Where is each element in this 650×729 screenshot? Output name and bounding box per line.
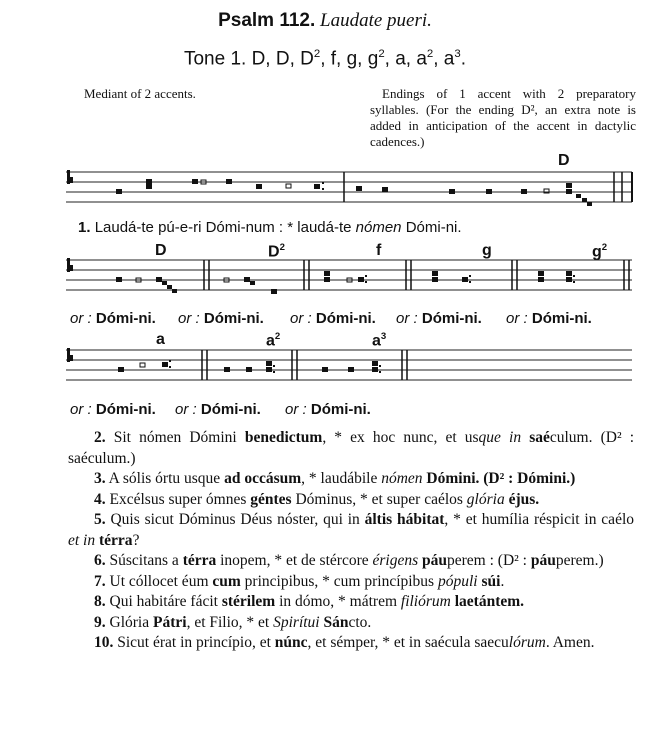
label-letter: D xyxy=(268,243,280,261)
verse-text: Quis sicut Dóminus Déus nóster, qui in xyxy=(110,511,365,528)
lyric-line-2e xyxy=(506,310,592,327)
ending-text: Dómi-ni. xyxy=(200,401,261,418)
verse-text: , * ex hoc nunc, et us xyxy=(322,429,479,446)
label-sup: 2 xyxy=(274,331,281,342)
psalm-title xyxy=(0,10,650,32)
verse-text: Sicut érat in princípio, et xyxy=(117,634,275,651)
lyric-text: Dómi-ni. xyxy=(405,219,462,236)
verse-text: Sit nómen Dómini xyxy=(113,429,245,446)
verse-italic: nómen xyxy=(381,470,423,487)
chant-staff-3 xyxy=(66,346,636,396)
verse-accent: Sán xyxy=(323,613,349,631)
verse-text: Qui habitáre fácit xyxy=(109,593,222,610)
verse-number: 7. xyxy=(94,572,106,590)
label-sup: 2 xyxy=(601,242,608,253)
verse-text: inopem, * et de stércore xyxy=(216,552,373,569)
ending-label-g: g xyxy=(482,242,492,259)
verse-accent: tem. xyxy=(495,593,525,610)
verse-text: culum.) xyxy=(87,449,136,467)
verse-number: 1. xyxy=(78,219,91,236)
or-marker: or : xyxy=(70,310,92,327)
verse-7 xyxy=(68,572,634,593)
verse-accent: hábitat xyxy=(397,511,445,528)
lyric-text: Laudá-te pú-e-ri Dómi-num : * laudá-te xyxy=(94,219,352,236)
verse-accent: súi xyxy=(481,572,501,590)
label-letter: a xyxy=(266,332,275,350)
verse-accent: occásum xyxy=(244,470,302,487)
label-letter: g xyxy=(592,243,602,261)
verse-4 xyxy=(68,490,634,511)
tone-sup: 2 xyxy=(313,48,321,60)
label-sup: 2 xyxy=(279,242,285,253)
verse-italic: que in xyxy=(478,429,522,446)
ending-text: Dómi-ni. xyxy=(315,310,376,327)
verse-number: 2. xyxy=(94,429,106,446)
ending-label-f: f xyxy=(376,242,382,259)
verse-accent: térra xyxy=(182,552,217,569)
ending-text: Dómi-ni. xyxy=(203,310,264,327)
verse-3 xyxy=(68,469,634,490)
verse-accent: éjus. xyxy=(504,490,540,508)
verse-text: Excélsus super ómnes xyxy=(109,490,251,508)
verse-text: A sólis órtu usque xyxy=(108,470,225,487)
ending-label-d: D xyxy=(155,242,167,259)
ending-text: Dómi-ni. xyxy=(421,310,482,327)
verse-italic: lórum xyxy=(508,634,546,651)
verse-number: 3. xyxy=(94,470,106,487)
verse-italic: pópuli xyxy=(437,572,478,590)
verse-accent: saé xyxy=(529,429,550,446)
chant-staff-2 xyxy=(66,256,636,306)
lyric-accent: nómen xyxy=(355,219,402,236)
ending-text: Dómi-ni. xyxy=(310,401,371,418)
or-marker: or : xyxy=(70,401,92,418)
tone-line xyxy=(0,48,650,70)
verse-number: 4. xyxy=(94,490,106,508)
verse-italic: glória xyxy=(466,490,505,508)
lyric-line-3b xyxy=(175,401,261,418)
verse-text: cto. xyxy=(348,613,372,631)
verse-text: perem : (D² : xyxy=(447,552,531,569)
ending-label-a: a xyxy=(156,331,165,348)
verse-text: Ut cóllocet éum xyxy=(109,572,213,590)
verse-accent: géntes xyxy=(250,490,292,508)
verses-block xyxy=(68,428,634,654)
verse-9 xyxy=(68,613,634,634)
verse-5 xyxy=(68,510,634,551)
verse-accent: mini.) xyxy=(536,470,576,487)
verse-accent: stérilem xyxy=(221,593,276,610)
verse-text: perem.) xyxy=(555,552,604,569)
ending-label-d: D xyxy=(558,152,570,169)
lyric-line-2 xyxy=(70,310,156,327)
verse-accent: Pátri xyxy=(152,613,187,631)
verse-number: 10. xyxy=(94,634,114,651)
verse-6 xyxy=(68,551,634,572)
tone-mid: , a, a xyxy=(384,48,427,70)
verse-10 xyxy=(68,633,634,654)
lyric-line-2c xyxy=(290,310,376,327)
verse-text: Dóminus, * et super caélos xyxy=(291,490,467,508)
tone-prefix: Tone 1. D, D, D xyxy=(183,48,314,70)
verse-accent: térra xyxy=(99,531,133,549)
lyric-line-3c xyxy=(285,401,371,418)
verse-accent: áltis xyxy=(364,511,393,528)
verse-number: 8. xyxy=(94,593,106,610)
verse-accent: ad xyxy=(224,470,241,487)
verse-8 xyxy=(68,592,634,613)
verse-text: Súscitans a xyxy=(109,552,183,569)
verse-accent: páu xyxy=(422,552,447,569)
verse-number: 5. xyxy=(94,511,106,528)
verse-accent: páu xyxy=(530,552,556,569)
or-marker: or : xyxy=(285,401,307,418)
verse-text: ? xyxy=(132,531,140,549)
verse-number: 6. xyxy=(94,552,106,569)
verse-italic: et in xyxy=(68,531,96,549)
verse-accent: cum xyxy=(212,572,241,590)
or-marker: or : xyxy=(396,310,418,327)
verse-accent: núnc xyxy=(274,634,308,651)
verse-text xyxy=(521,429,529,446)
verse-italic: Spirítui xyxy=(273,613,320,631)
verse-italic: érigens xyxy=(372,552,419,569)
endings-note: Endings of 1 accent with 2 preparatory syllables. (For the ending D², an extra note is added in anticipation of the accent in dactylic cadences.) xyxy=(370,86,636,149)
tone-end: . xyxy=(460,48,466,70)
lyric-line-1 xyxy=(78,219,462,236)
verse-accent: Dómini. xyxy=(426,470,480,487)
tone-sup: 2 xyxy=(426,48,434,60)
mediant-note: Mediant of 2 accents. xyxy=(84,86,196,101)
lyric-line-2b xyxy=(178,310,264,327)
verse-text: in dómo, * mátrem xyxy=(275,593,401,610)
psalm-number: Psalm 112. xyxy=(218,10,316,31)
lyric-line-3 xyxy=(70,401,156,418)
label-letter: a xyxy=(372,332,381,350)
or-marker: or : xyxy=(506,310,528,327)
or-marker: or : xyxy=(175,401,197,418)
verse-italic: filiórum xyxy=(400,593,451,610)
tone-mid: , a xyxy=(433,48,455,70)
or-marker: or : xyxy=(290,310,312,327)
ending-text: Dómi-ni. xyxy=(95,310,156,327)
verse-text: principibus, * cum princípibus xyxy=(240,572,438,590)
chant-staff-1 xyxy=(66,168,636,218)
verse-accent: benedictum xyxy=(244,429,323,446)
lyric-line-2d xyxy=(396,310,482,327)
tone-sup: 2 xyxy=(378,48,385,60)
verse-text: culum. (D² : saé xyxy=(68,429,635,467)
tone-mid: , f, g, g xyxy=(320,48,379,70)
psalm-incipit: Laudate pueri. xyxy=(320,10,432,31)
verse-text: . xyxy=(500,572,505,590)
label-sup: 3 xyxy=(380,331,387,342)
verse-accent: laetán xyxy=(454,593,496,610)
verse-text: . Amen. xyxy=(545,634,595,651)
verse-number: 9. xyxy=(94,613,106,631)
tone-sup: 3 xyxy=(454,48,461,60)
verse-accent: (D² : Dó xyxy=(479,470,537,487)
verse-text: , * et humília réspicit in caélo xyxy=(444,511,635,528)
verse-text: , et Filio, * et xyxy=(186,613,274,631)
or-marker: or : xyxy=(178,310,200,327)
verse-2 xyxy=(68,428,634,469)
ending-text: Dómi-ni. xyxy=(95,401,156,418)
verse-text: , et sémper, * et in saécula saecu xyxy=(307,634,509,651)
verse-text: , * laudábile xyxy=(301,470,382,487)
verse-text: Glória xyxy=(109,613,153,631)
ending-text: Dómi-ni. xyxy=(531,310,592,327)
